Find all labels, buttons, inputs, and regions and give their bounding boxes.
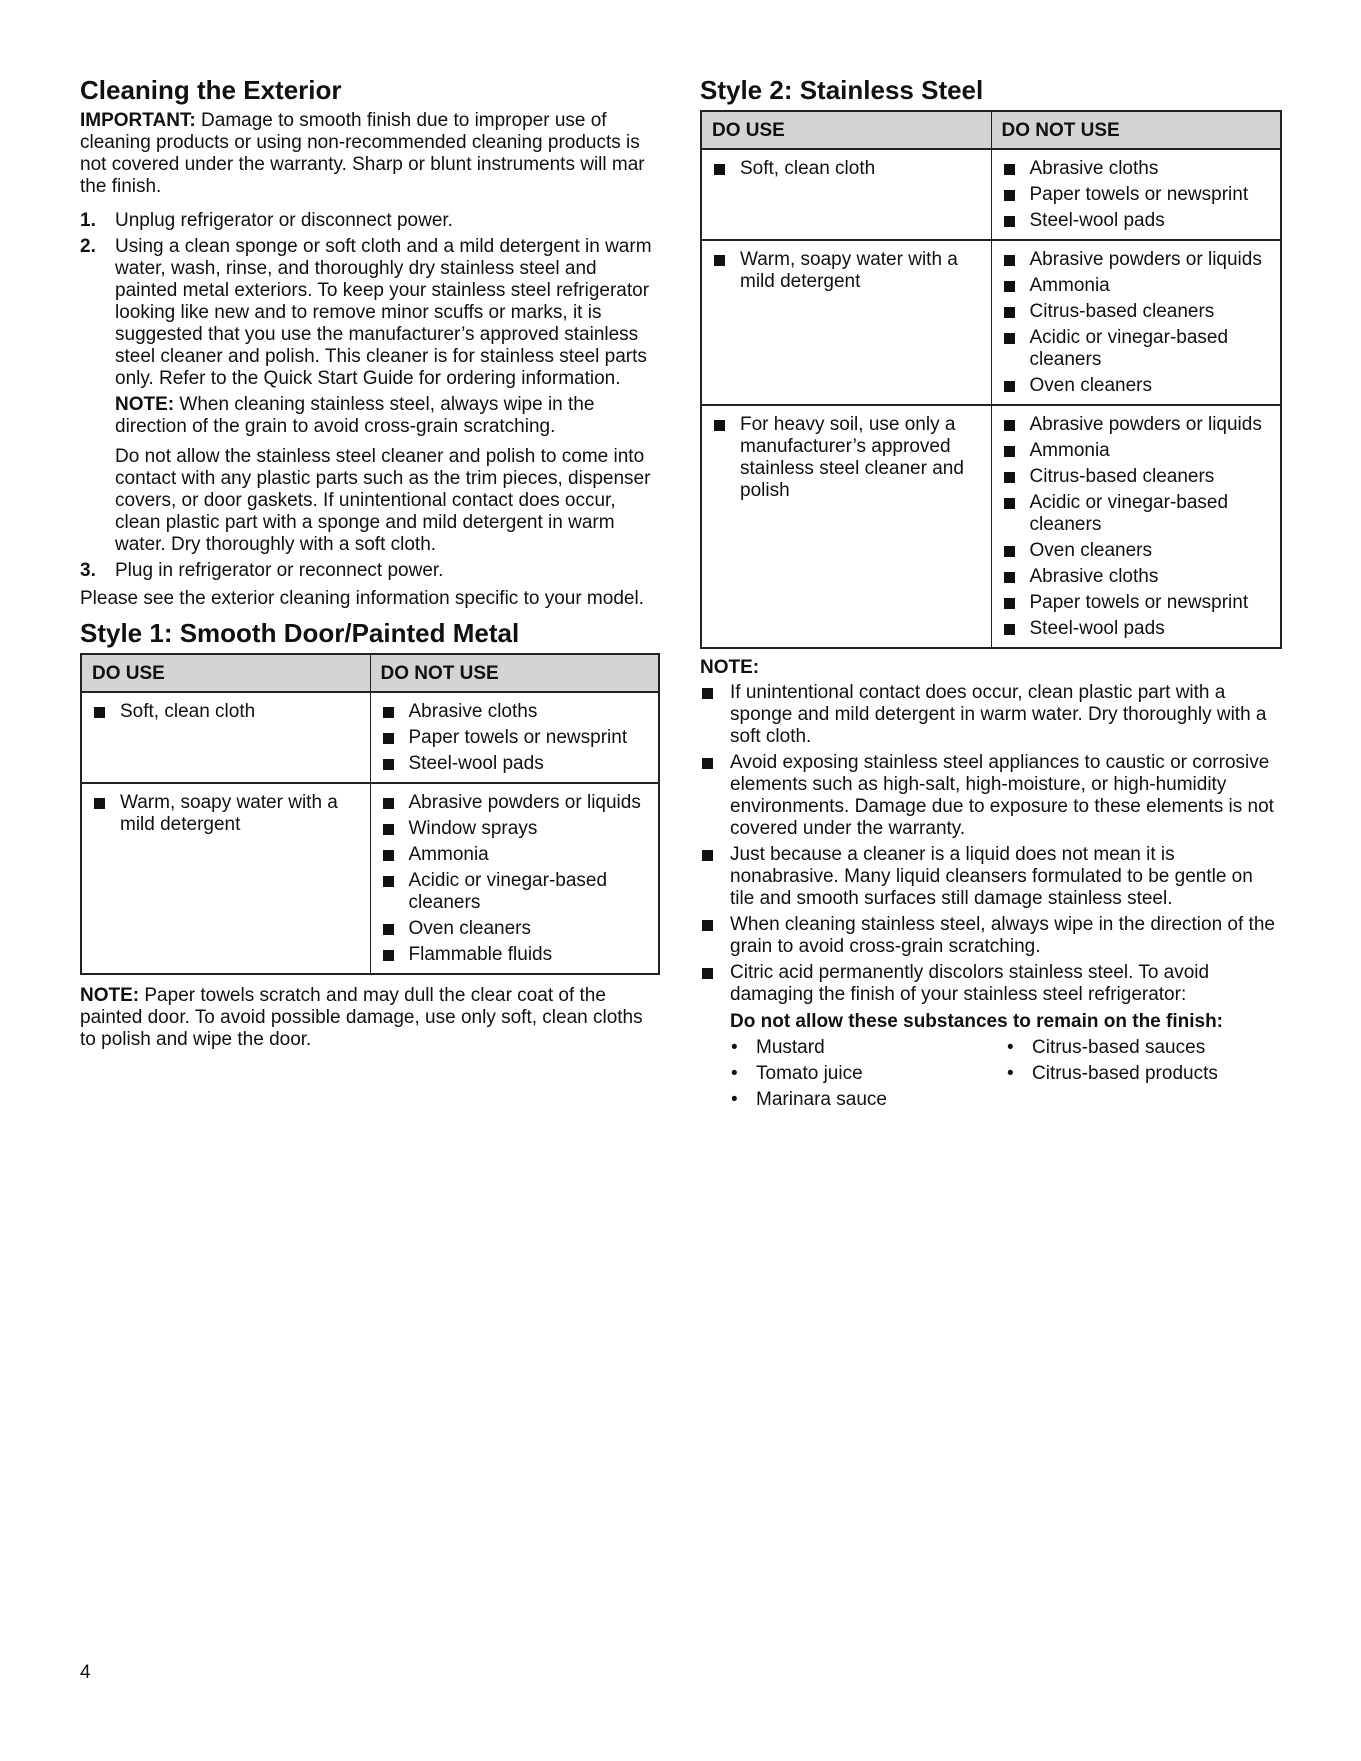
table-row [701, 240, 1281, 405]
step-item [80, 560, 660, 582]
list-item: • Citrus-based products [1006, 1063, 1282, 1085]
list-item: Steel-wool pads [1002, 618, 1271, 640]
model-info-paragraph: Please see the exterior cleaning information specific to your model. [80, 588, 644, 609]
list-item: Abrasive cloths [381, 701, 649, 723]
substances-list [730, 1037, 1282, 1111]
step-note [115, 394, 660, 438]
list-item: Soft, clean cloth [92, 701, 360, 723]
do-not-use-cell [991, 240, 1281, 405]
do-not-use-cell [370, 783, 659, 974]
note-text: When cleaning stainless steel, always wipe in the direction of the grain to avoid cross-grain scratching. [115, 394, 595, 437]
do-not-use-header: DO NOT USE [991, 111, 1281, 149]
table-header-row [701, 111, 1281, 149]
list-item: Citrus-based cleaners [1002, 466, 1271, 488]
cleaning-steps [80, 210, 660, 582]
list-item: Acidic or vinegar-based cleaners [1002, 492, 1271, 536]
note-item: Just because a cleaner is a liquid does not mean it is nonabrasive. Many liquid cleansers formulated to be gentle on tile and smooth surfaces still damage stainless steel. [700, 844, 1282, 910]
do-use-cell [81, 692, 370, 783]
list-item: Acidic or vinegar-based cleaners [1002, 327, 1271, 371]
page-number: 4 [80, 1662, 91, 1683]
table-row [701, 405, 1281, 648]
list-item: Soft, clean cloth [712, 158, 981, 180]
list-item: • Marinara sauce [730, 1089, 1006, 1111]
list-item: Steel-wool pads [381, 753, 649, 775]
do-not-use-cell [991, 149, 1281, 240]
list-item: • Mustard [730, 1037, 1006, 1059]
step-number: 2. [80, 236, 96, 257]
list-item: Steel-wool pads [1002, 210, 1271, 232]
list-item: Abrasive cloths [1002, 566, 1271, 588]
list-item: Abrasive powders or liquids [1002, 414, 1271, 436]
step-text: Using a clean sponge or soft cloth and a mild detergent in warm water, wash, rinse, and thoroughly dry stainless steel and painted metal exteriors. To keep your stainless steel refrigerator looking like new and to remove minor scuffs or marks, it is suggested that you use the manufacturer’s approved stainless steel cleaner and polish. This cleaner is for stainless steel parts only. Refer to the Quick Start Guide for ordering information. [115, 236, 652, 389]
do-use-cell [81, 783, 370, 974]
list-item: Paper towels or newsprint [381, 727, 649, 749]
list-item: Ammonia [381, 844, 649, 866]
important-paragraph [80, 110, 660, 198]
do-not-use-cell [370, 692, 659, 783]
list-item: Oven cleaners [1002, 375, 1271, 397]
list-item: Flammable fluids [381, 944, 649, 966]
note-item: If unintentional contact does occur, clean plastic part with a sponge and mild detergent in warm water. Dry thoroughly with a soft cloth. [700, 682, 1282, 748]
step-item [80, 210, 660, 232]
do-use-header: DO USE [701, 111, 991, 149]
step-text: Plug in refrigerator or reconnect power. [115, 560, 444, 581]
list-item: • Tomato juice [730, 1063, 1006, 1085]
table-row [81, 692, 659, 783]
do-use-cell [701, 405, 991, 648]
list-item: Abrasive powders or liquids [381, 792, 649, 814]
note-label: NOTE: [80, 985, 140, 1006]
list-item: Ammonia [1002, 440, 1271, 462]
step-item [80, 236, 660, 556]
table-row [701, 149, 1281, 240]
substances-heading: Do not allow these substances to remain on the finish: [730, 1011, 1224, 1032]
list-item: Citrus-based cleaners [1002, 301, 1271, 323]
list-item: For heavy soil, use only a manufacturer’s approved stainless steel cleaner and polish [712, 414, 981, 502]
list-item: Warm, soapy water with a mild detergent [712, 249, 981, 293]
important-text: Damage to smooth finish due to improper use of cleaning products or using non-recommended cleaning products is not covered under the warranty. Sharp or blunt instruments will mar the finish. [80, 110, 645, 197]
do-use-cell [701, 149, 991, 240]
note-item: Citric acid permanently discolors stainless steel. To avoid damaging the finish of your stainless steel refrigerator: [700, 962, 1282, 1006]
list-item: Abrasive cloths [1002, 158, 1271, 180]
list-item: • Citrus-based sauces [1006, 1037, 1282, 1059]
list-item: Ammonia [1002, 275, 1271, 297]
list-item: Abrasive powders or liquids [1002, 249, 1271, 271]
note-item: Avoid exposing stainless steel appliances to caustic or corrosive elements such as high-salt, high-moisture, or high-humidity environments. Damage due to exposure to these elements is not covered under the warranty. [700, 752, 1282, 840]
notes-heading: NOTE: [700, 657, 760, 678]
step-number: 1. [80, 210, 96, 231]
table-row [81, 783, 659, 974]
list-item: Acidic or vinegar-based cleaners [381, 870, 649, 914]
list-item: Oven cleaners [1002, 540, 1271, 562]
table-header-row [81, 654, 659, 692]
style2-title: Style 2: Stainless Steel [700, 75, 984, 105]
do-use-header: DO USE [81, 654, 370, 692]
left-column [80, 74, 660, 1051]
do-not-use-header: DO NOT USE [370, 654, 659, 692]
right-column [700, 74, 1282, 1111]
list-item: Warm, soapy water with a mild detergent [92, 792, 360, 836]
note-text: Paper towels scratch and may dull the clear coat of the painted door. To avoid possible damage, use only soft, clean cloths to polish and wipe the door. [80, 985, 643, 1050]
important-label: IMPORTANT: [80, 110, 196, 131]
note-item: When cleaning stainless steel, always wipe in the direction of the grain to avoid cross-grain scratching. [700, 914, 1282, 958]
do-not-use-cell [991, 405, 1281, 648]
section-title-exterior: Cleaning the Exterior [80, 75, 342, 105]
step-number: 3. [80, 560, 96, 581]
step-text: Unplug refrigerator or disconnect power. [115, 210, 453, 231]
note-label: NOTE: [115, 394, 175, 415]
style1-table [80, 653, 660, 975]
style1-title: Style 1: Smooth Door/Painted Metal [80, 618, 520, 648]
style1-note [80, 985, 660, 1051]
style2-table [700, 110, 1282, 649]
list-item: Oven cleaners [381, 918, 649, 940]
list-item: Paper towels or newsprint [1002, 592, 1271, 614]
notes-list [700, 682, 1282, 1006]
step-extra: Do not allow the stainless steel cleaner and polish to come into contact with any plastic parts such as the trim pieces, dispenser covers, or door gaskets. If unintentional contact does occur, clean plastic part with a sponge and mild detergent in warm water. Dry thoroughly with a soft cloth. [115, 446, 651, 555]
list-item: Window sprays [381, 818, 649, 840]
do-use-cell [701, 240, 991, 405]
list-item: Paper towels or newsprint [1002, 184, 1271, 206]
